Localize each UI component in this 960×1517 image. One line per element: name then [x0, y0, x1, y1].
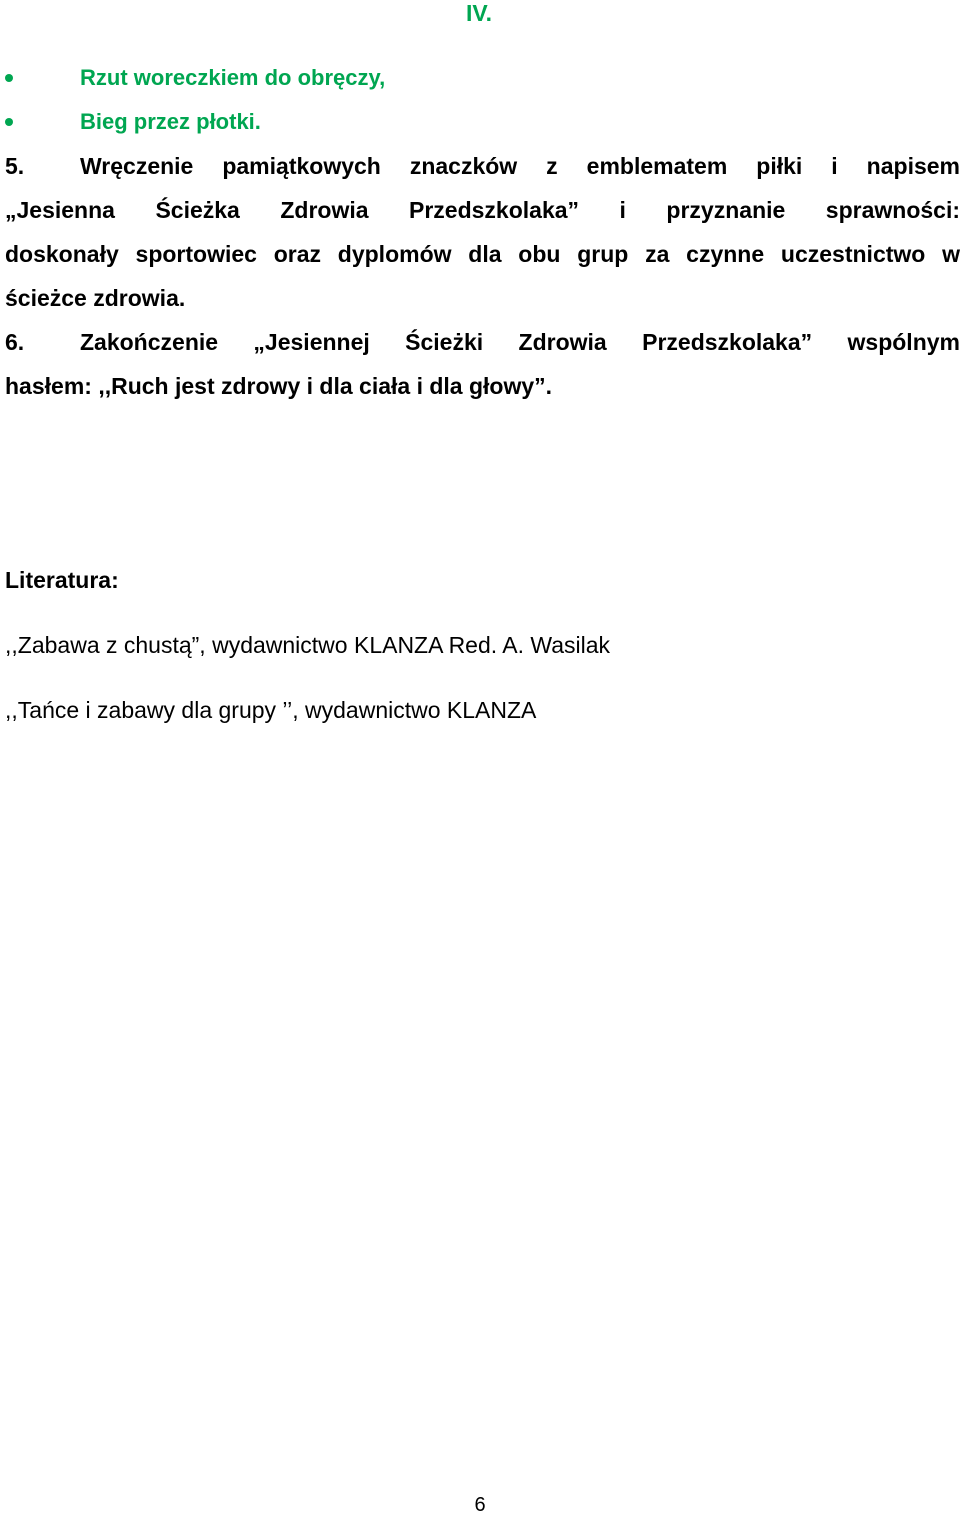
bullet-icon: [5, 118, 13, 126]
section-marker: IV.: [466, 0, 493, 26]
literature-heading: Literatura:: [5, 567, 119, 593]
literature-item: ,,Tańce i zabawy dla grupy ’’, wydawnictwo KLANZA: [5, 697, 537, 723]
paragraph-line: doskonały sportowiec oraz dyplomów dla obu grup za czynne uczestnictwo w: [5, 241, 960, 267]
item-number: 5.: [5, 153, 25, 179]
item-number: 6.: [5, 329, 25, 355]
paragraph-line: ścieżce zdrowia.: [5, 285, 186, 311]
bullet-text: Bieg przez płotki.: [80, 109, 261, 134]
paragraph-line: Wręczenie pamiątkowych znaczków z emblematem piłki i napisem: [80, 153, 960, 179]
page-number: 6: [474, 1494, 486, 1516]
paragraph-line: Zakończenie „Jesiennej Ścieżki Zdrowia Przedszkolaka” wspólnym: [80, 329, 960, 355]
bullet-icon: [5, 74, 13, 82]
paragraph-line: „Jesienna Ścieżka Zdrowia Przedszkolaka” i przyznanie sprawności:: [5, 197, 960, 223]
literature-item: ,,Zabawa z chustą”, wydawnictwo KLANZA Red. A. Wasilak: [5, 632, 611, 658]
bullet-text: Rzut woreczkiem do obręczy,: [80, 65, 386, 90]
paragraph-line: hasłem: ,,Ruch jest zdrowy i dla ciała i dla głowy”.: [5, 373, 553, 399]
